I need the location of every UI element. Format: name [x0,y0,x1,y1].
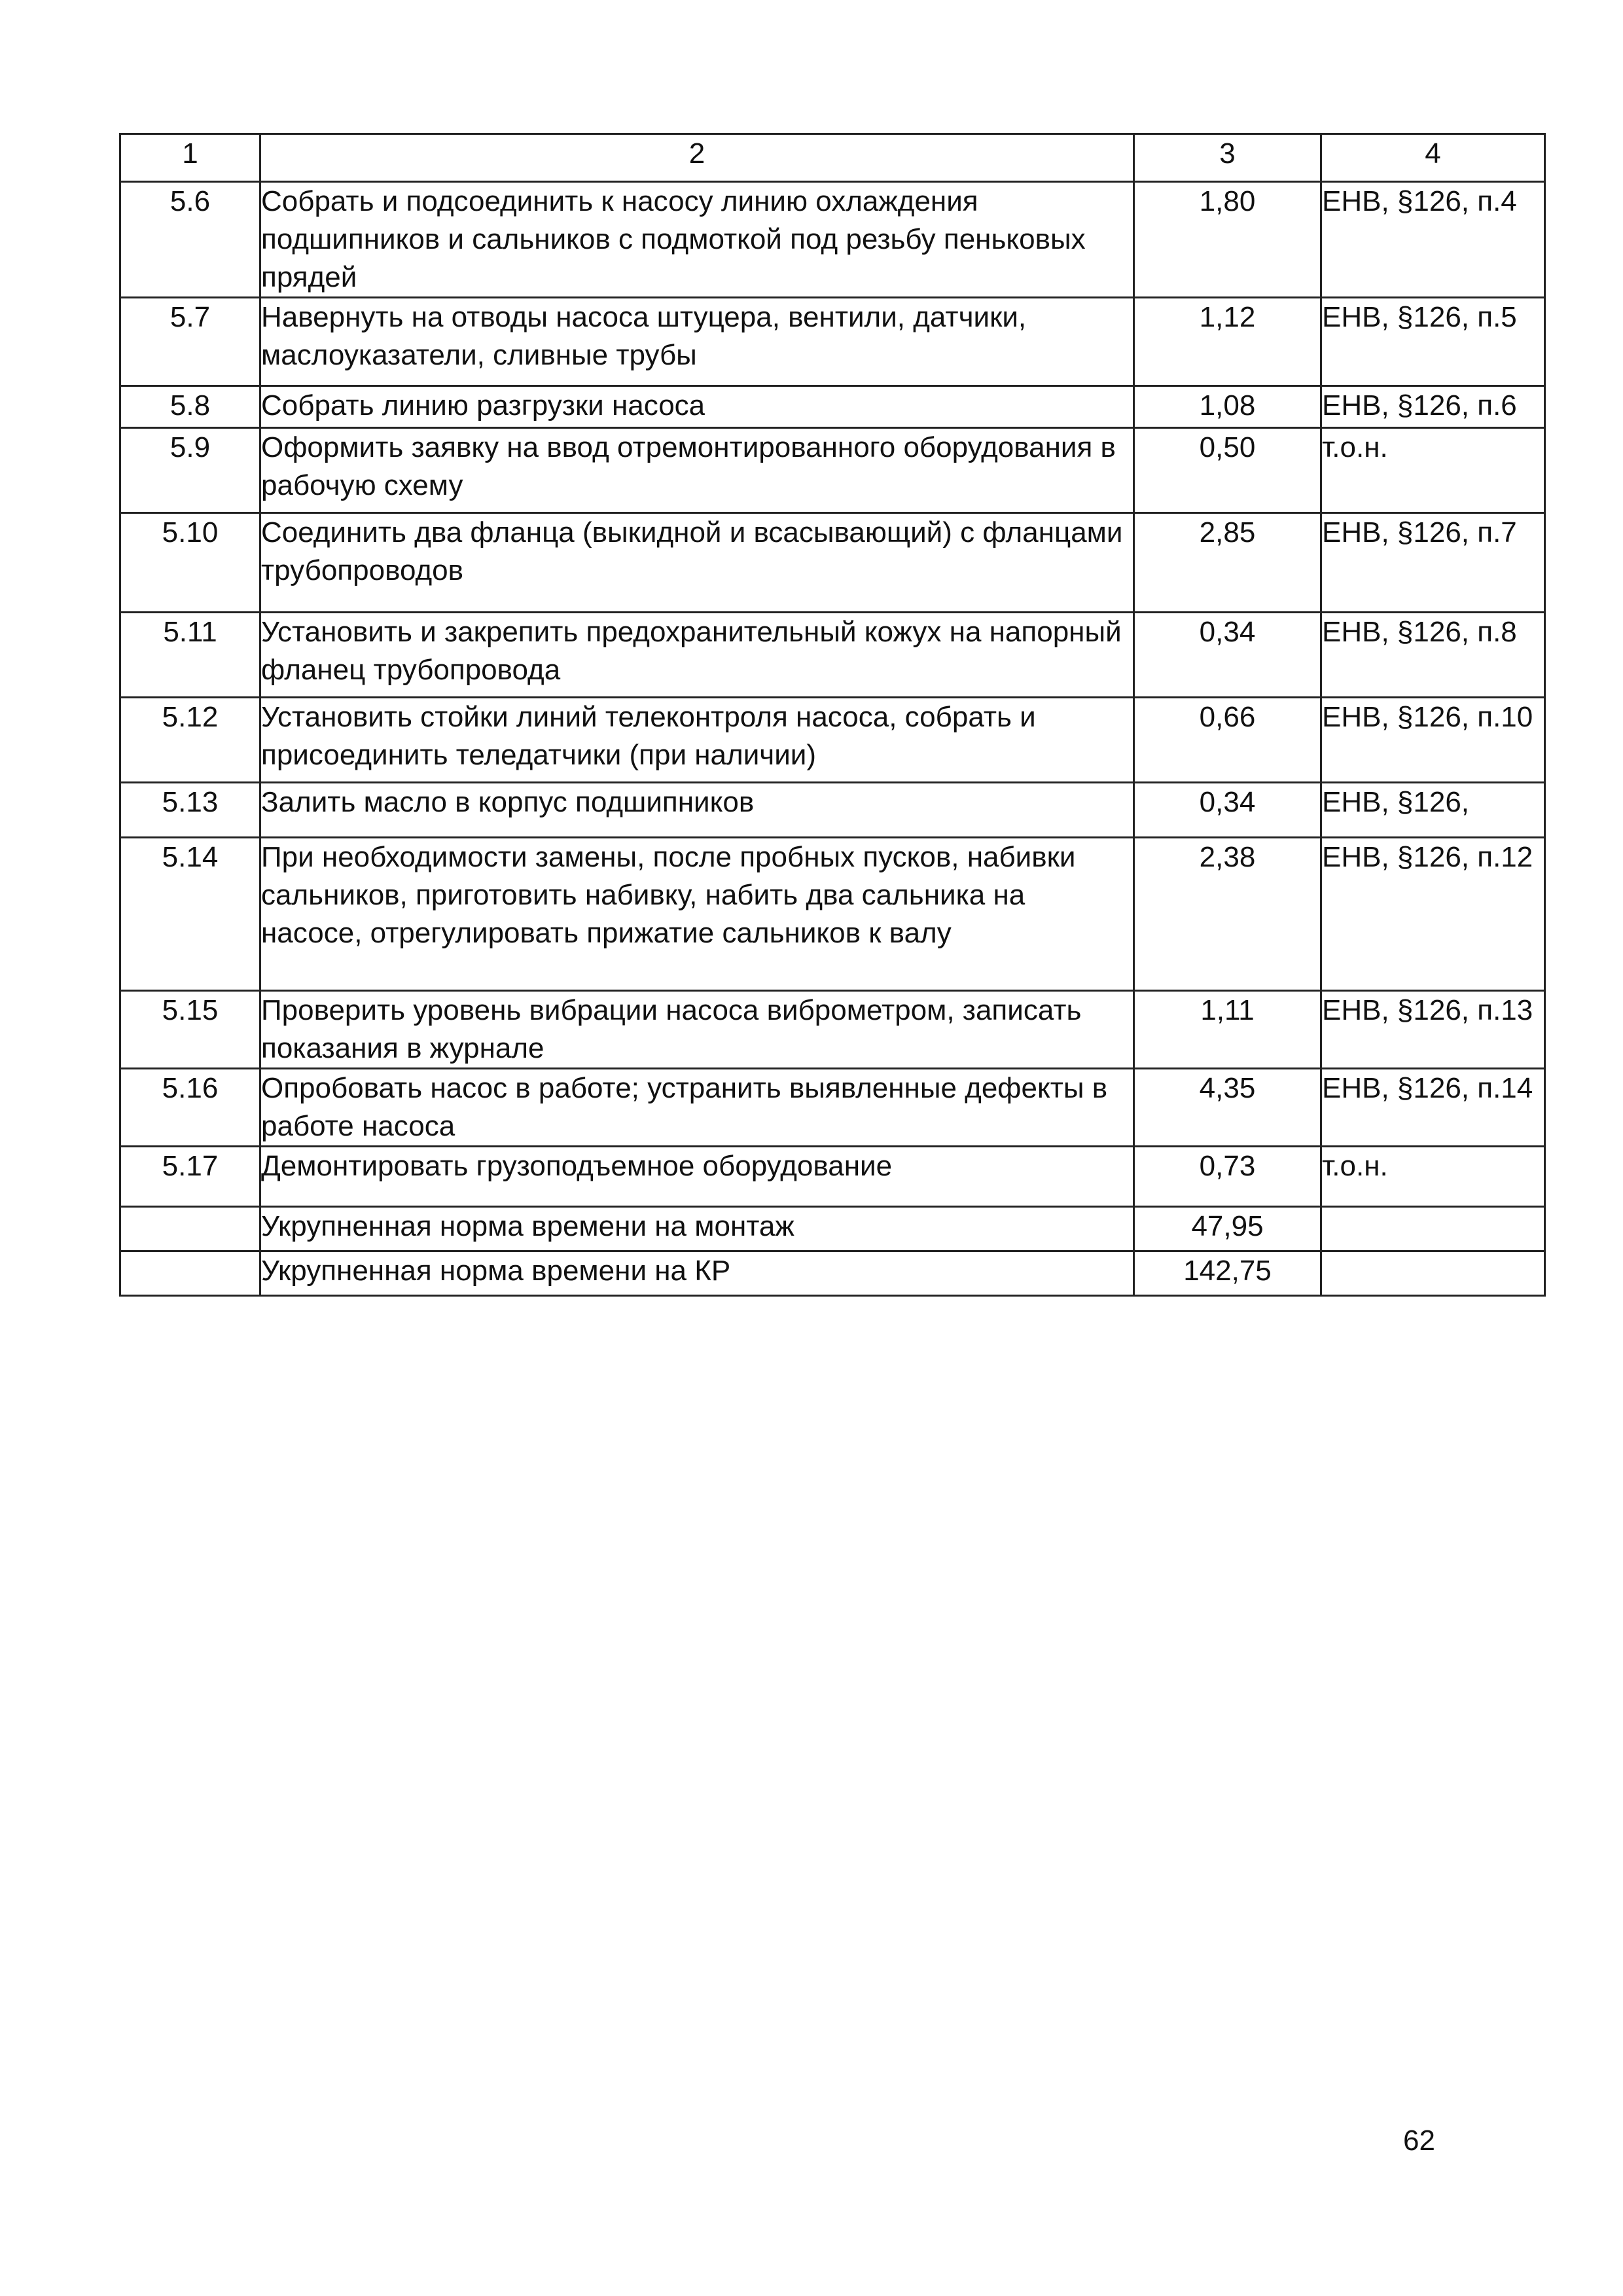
operation-text: Собрать линию разгрузки насоса [260,386,1134,428]
row-number: 5.17 [120,1147,260,1207]
operation-text: Соединить два фланца (выкидной и всасывающий) с фланцами трубопроводов [260,513,1134,613]
operation-text: Установить стойки линий телеконтроля насоса, собрать и присоединить теледатчики (при наличии) [260,698,1134,783]
row-number: 5.10 [120,513,260,613]
operation-text: Опробовать насос в работе; устранить выявленные дефекты в работе насоса [260,1069,1134,1147]
table-row [120,386,1545,428]
empty-cell [1321,1207,1545,1251]
empty-cell [120,1251,260,1296]
empty-cell [1321,1251,1545,1296]
norm-reference: ЕНВ, §126, п.8 [1321,613,1545,698]
norm-reference: ЕНВ, §126, п.6 [1321,386,1545,428]
norms-table [119,133,1546,1297]
table-row [120,1069,1545,1147]
total-row [120,1251,1545,1296]
table-row [120,182,1545,298]
row-number: 5.6 [120,182,260,298]
row-number: 5.8 [120,386,260,428]
time-norm: 0,34 [1134,783,1321,838]
row-number: 5.9 [120,428,260,513]
row-number: 5.15 [120,991,260,1069]
row-number: 5.11 [120,613,260,698]
table-row [120,991,1545,1069]
norm-reference: ЕНВ, §126, п.7 [1321,513,1545,613]
operation-text: При необходимости замены, после пробных пусков, набивки сальников, приготовить набивку, набить два сальника на насосе, отрегулировать прижатие сальников к валу [260,838,1134,991]
time-norm: 1,12 [1134,298,1321,386]
table-row [120,783,1545,838]
time-norm: 1,80 [1134,182,1321,298]
total-label: Укрупненная норма времени на монтаж [260,1207,1134,1251]
table-header-row [120,134,1545,182]
column-header: 2 [260,134,1134,182]
total-row [120,1207,1545,1251]
norm-reference: ЕНВ, §126, п.10 [1321,698,1545,783]
table-row [120,613,1545,698]
row-number: 5.14 [120,838,260,991]
empty-cell [120,1207,260,1251]
row-number: 5.13 [120,783,260,838]
table-row [120,1147,1545,1207]
time-norm: 4,35 [1134,1069,1321,1147]
row-number: 5.12 [120,698,260,783]
time-norm: 0,50 [1134,428,1321,513]
time-norm: 0,66 [1134,698,1321,783]
norm-reference: ЕНВ, §126, п.12 [1321,838,1545,991]
table-row [120,838,1545,991]
table-row [120,513,1545,613]
row-number: 5.7 [120,298,260,386]
total-label: Укрупненная норма времени на КР [260,1251,1134,1296]
operation-text: Залить масло в корпус подшипников [260,783,1134,838]
norm-reference: ЕНВ, §126, п.13 [1321,991,1545,1069]
operation-text: Оформить заявку на ввод отремонтированного оборудования в рабочую схему [260,428,1134,513]
operation-text: Демонтировать грузоподъемное оборудование [260,1147,1134,1207]
operation-text: Установить и закрепить предохранительный кожух на напорный фланец трубопровода [260,613,1134,698]
time-norm: 1,08 [1134,386,1321,428]
operation-text: Собрать и подсоединить к насосу линию охлаждения подшипников и сальников с подмоткой под резьбу пеньковых прядей [260,182,1134,298]
table-row [120,298,1545,386]
norm-reference: т.о.н. [1321,1147,1545,1207]
norm-reference: ЕНВ, §126, п.14 [1321,1069,1545,1147]
norm-reference: ЕНВ, §126, п.4 [1321,182,1545,298]
time-norm: 1,11 [1134,991,1321,1069]
table-row [120,698,1545,783]
time-norm: 2,85 [1134,513,1321,613]
column-header: 1 [120,134,260,182]
column-header: 4 [1321,134,1545,182]
time-norm: 0,73 [1134,1147,1321,1207]
column-header: 3 [1134,134,1321,182]
page-number: 62 [1403,2125,1435,2157]
operation-text: Навернуть на отводы насоса штуцера, вентили, датчики, маслоуказатели, сливные трубы [260,298,1134,386]
total-value: 142,75 [1134,1251,1321,1296]
row-number: 5.16 [120,1069,260,1147]
norm-reference: т.о.н. [1321,428,1545,513]
total-value: 47,95 [1134,1207,1321,1251]
table-row [120,428,1545,513]
norm-reference: ЕНВ, §126, п.5 [1321,298,1545,386]
time-norm: 0,34 [1134,613,1321,698]
time-norm: 2,38 [1134,838,1321,991]
operation-text: Проверить уровень вибрации насоса виброметром, записать показания в журнале [260,991,1134,1069]
norm-reference: ЕНВ, §126, [1321,783,1545,838]
